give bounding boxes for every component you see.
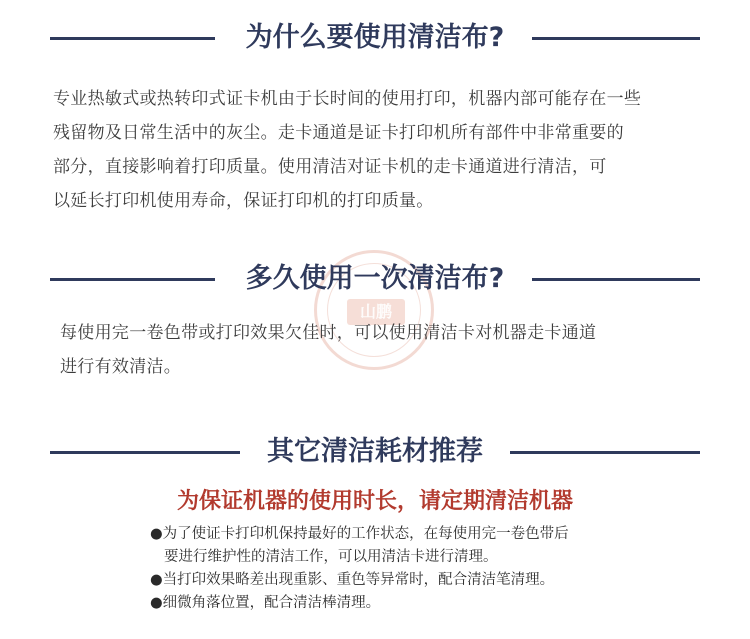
list-item-continuation: 要进行维护性的清洁工作，可以用清洁卡进行清理。 bbox=[164, 549, 498, 565]
paragraph-line: 进行有效清洁。 bbox=[60, 357, 182, 377]
paragraph-line: 每使用完一卷色带或打印效果欠佳时，可以使用清洁卡对机器走卡通道 bbox=[60, 323, 597, 343]
watermark-logo: 山鹏 bbox=[347, 299, 405, 325]
list-item: ●当打印效果略差出现重影、重色等异常时，配合清洁笔清理。 bbox=[150, 572, 555, 588]
paragraph-line: 以延长打印机使用寿命，保证打印机的打印质量。 bbox=[53, 191, 434, 211]
list-item: ●细微角落位置，配合清洁棒清理。 bbox=[150, 595, 381, 611]
section-heading-frequency bbox=[0, 259, 750, 299]
why-paragraph bbox=[53, 82, 641, 218]
section-heading-why bbox=[0, 18, 750, 58]
paragraph-line: 残留物及日常生活中的灰尘。走卡通道是证卡打印机所有部件中非常重要的 bbox=[53, 123, 624, 143]
frequency-paragraph bbox=[60, 316, 596, 384]
paragraph-line: 部分，直接影响着打印质量。使用清洁对证卡机的走卡通道进行清洁，可 bbox=[53, 157, 607, 177]
section-title: 其它清洁耗材推荐 bbox=[267, 436, 483, 467]
maintenance-highlight: 为保证机器的使用时长，请定期清洁机器 bbox=[176, 489, 573, 514]
section-title: 为什么要使用清洁布? bbox=[245, 22, 505, 53]
section-heading-other-supplies bbox=[0, 432, 750, 472]
list-item: ●为了使证卡打印机保持最好的工作状态，在每使用完一卷色带后 bbox=[150, 526, 569, 542]
section-title: 多久使用一次清洁布? bbox=[245, 263, 505, 294]
paragraph-line: 专业热敏式或热转印式证卡机由于长时间的使用打印，机器内部可能存在一些 bbox=[53, 89, 642, 109]
tips-list bbox=[150, 523, 569, 615]
